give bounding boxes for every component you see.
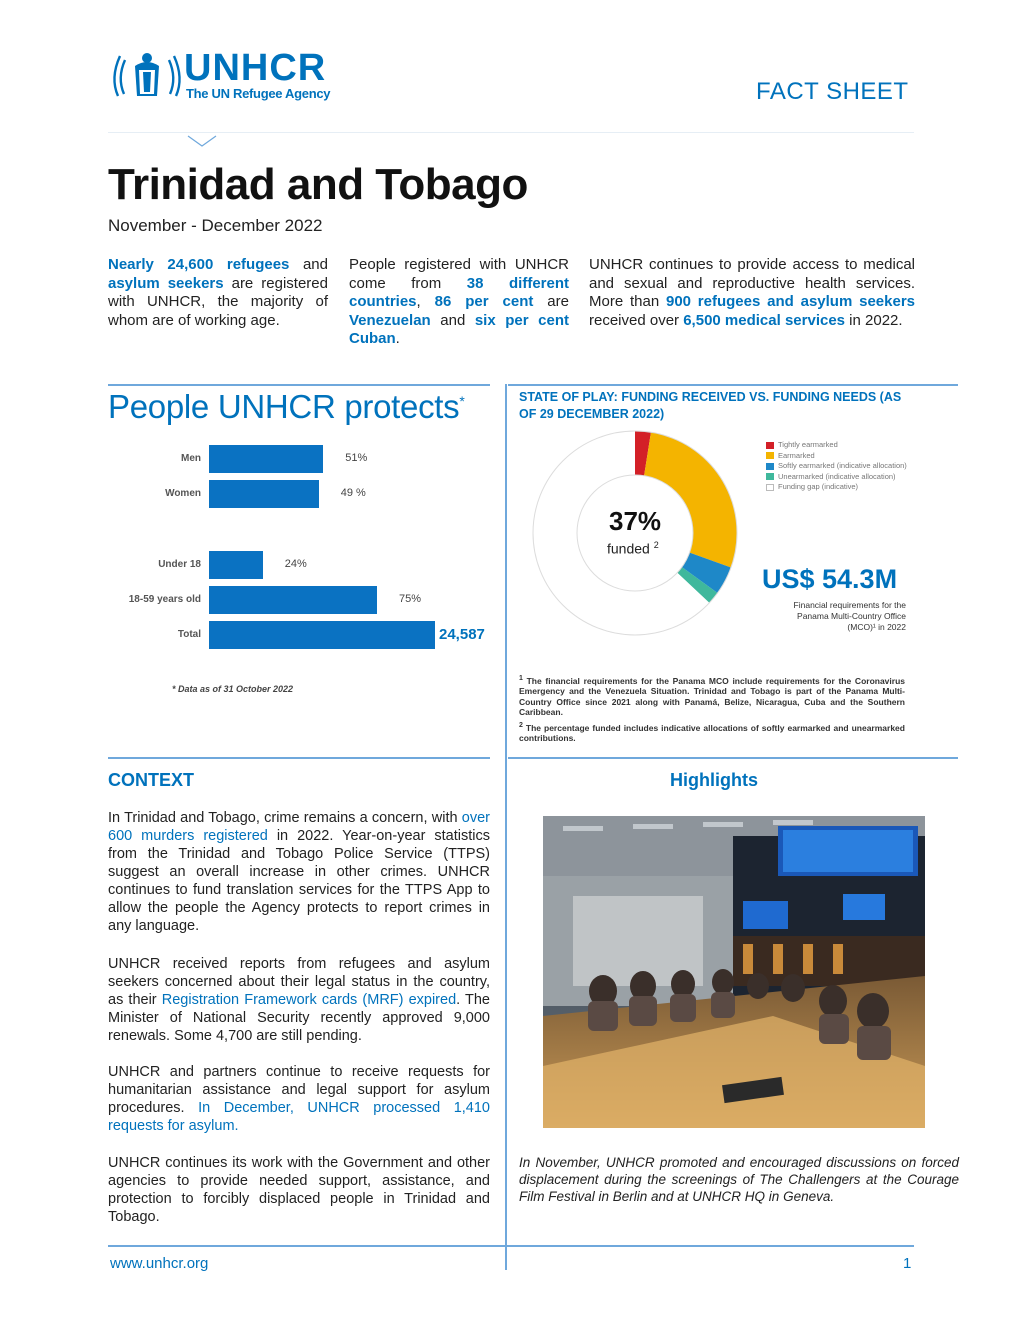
context-paragraph-3: [108, 1063, 490, 1135]
intro-text: and: [430, 311, 475, 329]
column-divider: [505, 384, 507, 1270]
legend-item: [766, 472, 896, 483]
intro-text: received over: [589, 311, 684, 329]
legend-label: Unearmarked (indicative allocation): [778, 471, 896, 481]
funded-label-text: funded: [607, 540, 650, 557]
legend-swatch: [766, 484, 774, 491]
page-title: Trinidad and Tobago: [108, 160, 528, 209]
logo-tagline: The UN Refugee Agency: [186, 86, 331, 101]
legend-item: [766, 440, 838, 451]
intro-text: in 2022.: [845, 311, 903, 329]
bar-value-label: 51%: [345, 452, 368, 464]
bar: [209, 586, 377, 614]
intro-highlight: six per cent Cuban: [349, 311, 569, 347]
bar: [209, 445, 323, 473]
context-text: In Trinidad and Tobago, crime remains a concern, with: [108, 810, 462, 826]
funded-percent: 37%: [609, 506, 662, 536]
context-paragraph-2: [108, 955, 490, 1045]
photo-caption: In November, UNHCR promoted and encouraged discussions on forced displacement during the screenings of The Challengers at the Courage Film Festival in Berlin and at UNHCR HQ in Geneva.: [519, 1155, 959, 1204]
context-text: . The Minister of National Security recently approved 9,000 renewals. Some 4,700 are still pending.: [108, 992, 490, 1044]
logo-wordmark: UNHCR: [184, 47, 327, 89]
bar-category-label: Under 18: [158, 559, 201, 570]
footnote-1-text: The financial requirements for the Panama MCO include requirements for the Coronavirus Emergency and the Venezuela Situation. Trinidad and Tobago is part of the Panama Multi-Country Office since 2021 along with Panamá, Belize, Nicaragua, Cuba and the Southern Caribbean.: [519, 675, 905, 718]
footnote-1: [519, 674, 905, 718]
bar: [209, 621, 435, 649]
bar: [209, 551, 263, 579]
funding-title: STATE OF PLAY: FUNDING RECEIVED VS. FUNDING NEEDS (AS OF 29 DECEMBER 2022): [519, 390, 902, 421]
protects-title-text: People UNHCR protects: [108, 388, 460, 425]
section-divider: [108, 384, 490, 386]
intro-text: are: [533, 293, 569, 310]
footer-divider: [108, 1245, 914, 1247]
intro-text: are registered with UNHCR, the majority of whom are of working age.: [108, 274, 328, 329]
section-divider: [108, 757, 490, 759]
legend-swatch: [766, 463, 774, 470]
chevron-down-icon: [186, 134, 218, 148]
registration-cards-link[interactable]: Registration Framework cards (MRF) expired: [161, 992, 457, 1008]
intro-highlight: 38 different countries: [349, 274, 569, 310]
legend-label: Tightly earmarked: [778, 440, 838, 449]
intro-highlight: 86 per cent: [434, 293, 534, 310]
bar-value-label: 24,587: [439, 626, 485, 643]
legend-swatch: [766, 442, 774, 449]
context-paragraph-4: UNHCR continues its work with the Government and other agencies to provide needed support, assistance, and protection to forcibly displaced people in Trinidad and Tobago.: [108, 1155, 490, 1225]
intro-highlight: 900 refugees and asylum seekers: [665, 293, 915, 310]
footnote-2: [519, 721, 905, 744]
intro-column-1: [108, 256, 328, 330]
legend-swatch: [766, 473, 774, 480]
legend-item: [766, 451, 815, 462]
context-title: CONTEXT: [108, 770, 195, 790]
intro-text: .: [395, 330, 400, 347]
bar: [209, 480, 319, 508]
intro-highlight: Venezuelan: [349, 311, 431, 329]
intro-highlight: Nearly 24,600 refugees: [108, 256, 290, 273]
bar-category-label: Men: [181, 453, 201, 464]
bar-value-label: 75%: [399, 593, 422, 605]
protects-title-mark: *: [459, 393, 465, 409]
funding-amount: US$ 54.3M: [762, 564, 898, 594]
page-number: 1: [903, 1255, 912, 1272]
bar-value-label: 24%: [284, 558, 307, 570]
funded-footnote-mark: 2: [653, 540, 659, 550]
legend-label: Funding gap (indicative): [778, 482, 859, 491]
bar-value-label: 49 %: [340, 487, 366, 499]
bar-category-label: Total: [177, 629, 201, 640]
legend-swatch: [766, 452, 774, 459]
bar-category-label: Women: [165, 488, 201, 499]
legend-item: [766, 482, 858, 493]
highlights-title: Highlights: [670, 770, 758, 790]
header-divider: [108, 132, 914, 133]
murders-link[interactable]: over 600 murders registered: [108, 810, 490, 844]
intro-text: ,: [416, 293, 435, 310]
context-paragraph-1: [108, 809, 490, 935]
intro-highlight: asylum seekers: [108, 274, 224, 292]
intro-highlight: 6,500 medical services: [683, 311, 846, 329]
intro-text: UNHCR continues to provide access to medical and sexual and reproductive health services. More than: [589, 256, 915, 310]
footer-url-link[interactable]: www.unhcr.org: [110, 1255, 209, 1272]
data-date-note: * Data as of 31 October 2022: [172, 684, 294, 694]
footnote-2-text: The percentage funded includes indicative allocations of softly earmarked and unearmarked contributions.: [519, 722, 905, 744]
legend-label: Softly earmarked (indicative allocation): [778, 461, 907, 470]
bar-category-label: 18-59 years old: [128, 594, 201, 605]
protects-title: [108, 388, 465, 426]
context-text: UNHCR received reports from refugees and asylum seekers concerned about their legal status in the country, as their: [108, 956, 490, 1008]
report-period: November - December 2022: [108, 216, 323, 235]
people-bar-chart: [0, 0, 1, 1]
context-text: UNHCR and partners continue to receive requests for humanitarian assistance and legal support for asylum procedures.: [108, 1064, 490, 1116]
intro-column-2: [349, 256, 569, 349]
footnote-1-mark: 1: [519, 675, 523, 682]
legend-label: Earmarked: [778, 450, 815, 460]
section-divider: [508, 757, 958, 759]
intro-text: People registered with UNHCR come from: [349, 256, 569, 292]
footnote-2-mark: 2: [519, 722, 523, 729]
funded-label: [607, 540, 659, 557]
intro-text: and: [289, 256, 328, 273]
funding-amount-note: Financial requirements for the Panama Multi-Country Office (MCO)¹ in 2022: [793, 600, 906, 632]
document-type: FACT SHEET: [756, 78, 909, 105]
film-screening-photo: [543, 816, 925, 1128]
intro-column-3: [589, 256, 915, 330]
section-divider: [508, 384, 958, 386]
legend-item: [766, 461, 907, 472]
asylum-requests-link[interactable]: In December, UNHCR processed 1,410 requests for asylum.: [108, 1100, 490, 1134]
context-text: in 2022. Year-on-year statistics from the Trinidad and Tobago Police Service (TTPS) suggest an overall increase in other crimes. UNHCR continues to fund translation services for the TTPS App to allow the people the Agency protects to report crimes in any language.: [108, 828, 490, 934]
